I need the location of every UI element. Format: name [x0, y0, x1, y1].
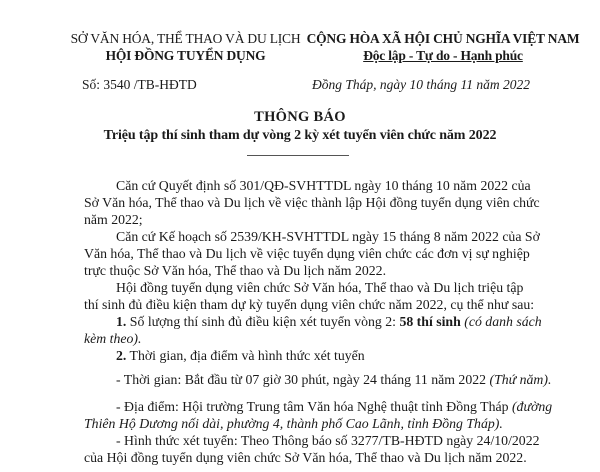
parent-agency-name: SỞ VĂN HÓA, THỂ THAO VÀ DU LỊCH [70, 31, 301, 46]
item-number: 2. [116, 348, 127, 363]
text-line: năm 2022; [84, 212, 143, 227]
text-line [84, 313, 554, 330]
item-number: 1. [116, 314, 127, 329]
paragraph-section-2-heading [84, 347, 554, 364]
item-text: Số lượng thí sinh đủ điều kiện xét tuyển vòng 2: [126, 314, 400, 329]
paragraph-time [84, 371, 554, 388]
text-line: thí sinh đủ điều kiện tham dự kỳ tuyển dụng viên chức năm 2022, cụ thể như sau: [84, 297, 535, 312]
place-and-date: Đồng Tháp, ngày 10 tháng 11 năm 2022 [312, 77, 530, 92]
paragraph-plan-basis [84, 228, 554, 279]
national-motto-block [303, 30, 583, 64]
text-line: trực thuộc Sở Văn hóa, Thể thao và Du lịch năm 2022. [84, 263, 387, 278]
paragraph-candidate-count [84, 313, 554, 347]
location-text: - Địa điểm: Hội trường Trung tâm Văn hóa Nghệ thuật tỉnh Đồng Tháp [116, 399, 512, 414]
paragraph-decision-basis [84, 177, 554, 228]
text-line [84, 398, 554, 415]
issuing-agency-block [68, 30, 303, 64]
paragraph-location [84, 398, 554, 432]
item-text: Thời gian, địa điểm và hình thức xét tuyển [126, 348, 365, 363]
attachment-note-continued: kèm theo). [84, 331, 142, 346]
document-subtitle: Triệu tập thí sinh tham dự vòng 2 kỳ xét tuyển viên chức năm 2022 [103, 128, 497, 143]
text-line: của Hội đồng tuyển dụng viên chức Sở Văn hóa, Thể thao và Du lịch năm 2022. [84, 450, 527, 465]
candidate-count: 58 thí sinh [399, 314, 461, 329]
attachment-note: (có danh sách [460, 314, 542, 329]
text-line: Sở Văn hóa, Thể thao và Du lịch về việc thành lập Hội đồng tuyển dụng viên chức [84, 195, 540, 210]
paragraph-summons-intro [84, 279, 554, 313]
council-name: HỘI ĐỒNG TUYỂN DỤNG [105, 48, 266, 63]
paragraph-format [84, 432, 554, 466]
text-line: Căn cứ Quyết định số 301/QĐ-SVHTTDL ngày 10 tháng 10 năm 2022 của [116, 178, 531, 193]
document-number: Số: 3540 /TB-HĐTD [82, 77, 197, 92]
time-text: - Thời gian: Bắt đầu từ 07 giờ 30 phút, ngày 24 tháng 11 năm 2022 [116, 372, 490, 387]
text-line [84, 347, 554, 364]
text-line: Văn hóa, Thể thao và Du lịch về việc tuyển dụng viên chức các đơn vị sự nghiệp [84, 246, 530, 261]
text-line: Hội đồng tuyển dụng viên chức Sở Văn hóa, Thể thao và Du lịch triệu tập [116, 280, 524, 295]
text-line: - Hình thức xét tuyển: Theo Thông báo số 3277/TB-HĐTD ngày 24/10/2022 [116, 433, 540, 448]
address-note-continued: Thiên Hộ Dương nối dài, phường 4, thành phố Cao Lãnh, tỉnh Đồng Tháp). [84, 416, 503, 431]
title-divider [247, 155, 349, 156]
text-line [84, 371, 554, 388]
text-line: Căn cứ Kế hoạch số 2539/KH-SVHTTDL ngày 15 tháng 8 năm 2022 của Sở [116, 229, 540, 244]
weekday-note: (Thứ năm). [489, 372, 552, 387]
national-motto: Độc lập - Tự do - Hạnh phúc [363, 48, 523, 63]
document-title: THÔNG BÁO [254, 109, 346, 125]
country-name: CỘNG HÒA XÃ HỘI CHỦ NGHĨA VIỆT NAM [306, 31, 580, 46]
address-note: (đường [511, 399, 553, 414]
